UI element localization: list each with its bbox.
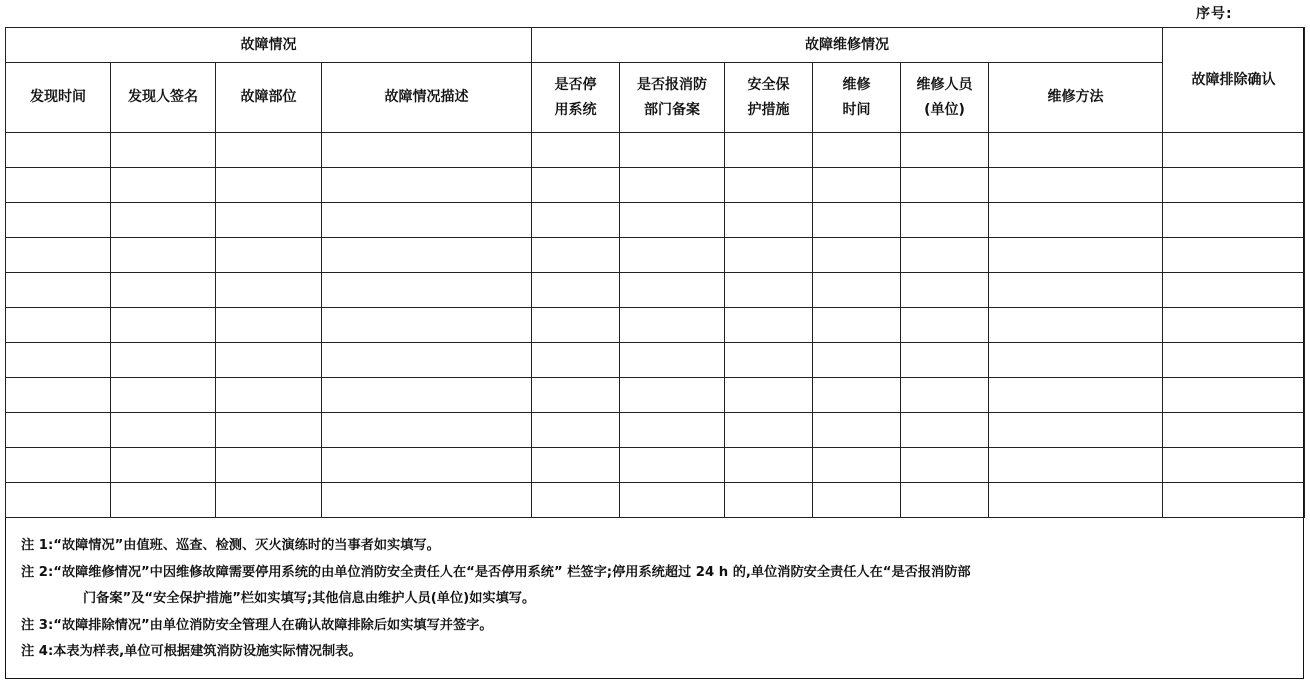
note-4: 注 4:本表为样表,单位可根据建筑消防设施实际情况制表。 [21, 644, 362, 659]
table-cell[interactable] [989, 343, 1163, 378]
table-cell[interactable] [322, 378, 532, 413]
table-cell[interactable] [216, 413, 322, 448]
table-cell[interactable] [620, 203, 725, 238]
table-cell[interactable] [216, 133, 322, 168]
table-cell[interactable] [813, 343, 901, 378]
table-cell[interactable] [620, 413, 725, 448]
table-cell[interactable] [813, 378, 901, 413]
col-header-fault-description: 故障情况描述 [322, 63, 532, 133]
table-cell[interactable] [989, 273, 1163, 308]
table-cell[interactable] [725, 238, 813, 273]
col-header-repair-personnel: 维修人员 (单位) [901, 63, 989, 133]
table-cell[interactable] [322, 483, 532, 518]
col-header-repair-method: 维修方法 [989, 63, 1163, 133]
table-cell[interactable] [1163, 308, 1305, 343]
table-cell[interactable] [725, 413, 813, 448]
table-cell[interactable] [620, 378, 725, 413]
table-cell[interactable] [322, 238, 532, 273]
table-row [6, 238, 1305, 273]
note-2-line-1: 注 2:“故障维修情况”中因维修故障需要停用系统的由单位消防安全责任人在“是否停用系统” 栏签字;停用系统超过 24 h 的,单位消防安全责任人在“是否报消防部 [21, 564, 971, 580]
table-cell[interactable] [216, 343, 322, 378]
table-cell[interactable] [901, 238, 989, 273]
table-row [6, 378, 1305, 413]
table-cell[interactable] [989, 448, 1163, 483]
table-cell[interactable] [813, 308, 901, 343]
table-cell[interactable] [532, 448, 620, 483]
table-cell[interactable] [620, 448, 725, 483]
table-cell[interactable] [1163, 273, 1305, 308]
table-cell[interactable] [989, 133, 1163, 168]
table-cell[interactable] [989, 413, 1163, 448]
table-cell[interactable] [111, 168, 216, 203]
table-cell[interactable] [901, 168, 989, 203]
table-cell[interactable] [6, 168, 111, 203]
table-cell[interactable] [725, 273, 813, 308]
table-cell[interactable] [532, 343, 620, 378]
table-cell[interactable] [989, 483, 1163, 518]
table-cell[interactable] [813, 483, 901, 518]
table-cell[interactable] [6, 203, 111, 238]
table-cell[interactable] [620, 483, 725, 518]
table-cell[interactable] [6, 133, 111, 168]
table-row [6, 273, 1305, 308]
table-cell[interactable] [322, 308, 532, 343]
table-cell[interactable] [322, 168, 532, 203]
table-cell[interactable] [532, 203, 620, 238]
table-cell[interactable] [322, 448, 532, 483]
table-cell[interactable] [813, 133, 901, 168]
notes-section [21, 533, 1299, 666]
fault-record-table [5, 27, 1305, 518]
table-cell[interactable] [813, 448, 901, 483]
table-row [6, 483, 1305, 518]
table-cell[interactable] [1163, 168, 1305, 203]
table-cell[interactable] [725, 483, 813, 518]
table-cell[interactable] [6, 238, 111, 273]
table-cell[interactable] [1163, 343, 1305, 378]
table-cell[interactable] [725, 378, 813, 413]
table-cell[interactable] [901, 133, 989, 168]
table-cell[interactable] [216, 238, 322, 273]
table-cell[interactable] [620, 308, 725, 343]
table-cell[interactable] [216, 448, 322, 483]
table-cell[interactable] [1163, 378, 1305, 413]
serial-number-label: 序号: [1196, 6, 1233, 22]
table-cell[interactable] [813, 413, 901, 448]
table-cell[interactable] [901, 448, 989, 483]
col-header-fault-location: 故障部位 [216, 63, 322, 133]
table-cell[interactable] [532, 483, 620, 518]
table-cell[interactable] [725, 168, 813, 203]
table-cell[interactable] [532, 238, 620, 273]
table-cell[interactable] [813, 168, 901, 203]
table-cell[interactable] [322, 273, 532, 308]
note-1: 注 1:“故障情况”由值班、巡查、检测、灭火演练时的当事者如实填写。 [21, 538, 440, 553]
note-3: 注 3:“故障排除情况”由单位消防安全管理人在确认故障排除后如实填写并签字。 [21, 617, 493, 633]
table-cell[interactable] [111, 378, 216, 413]
table-cell[interactable] [620, 343, 725, 378]
table-cell[interactable] [1163, 413, 1305, 448]
table-cell[interactable] [6, 308, 111, 343]
header-group-repair: 故障维修情况 [532, 28, 1163, 63]
table-cell[interactable] [620, 238, 725, 273]
table-cell[interactable] [725, 448, 813, 483]
table-cell[interactable] [6, 273, 111, 308]
table-cell[interactable] [216, 203, 322, 238]
col-header-system-stopped: 是否停 用系统 [532, 63, 620, 133]
note-2-line-2: 门备案”及“安全保护措施”栏如实填写;其他信息由维护人员(单位)如实填写。 [83, 591, 536, 606]
table-cell[interactable] [725, 133, 813, 168]
table-cell[interactable] [725, 308, 813, 343]
table-cell[interactable] [901, 308, 989, 343]
table-cell[interactable] [532, 413, 620, 448]
table-cell[interactable] [111, 238, 216, 273]
table-row [6, 168, 1305, 203]
table-cell[interactable] [111, 483, 216, 518]
table-cell[interactable] [216, 308, 322, 343]
table-cell[interactable] [989, 168, 1163, 203]
table-row [6, 413, 1305, 448]
table-cell[interactable] [532, 378, 620, 413]
table-cell[interactable] [322, 343, 532, 378]
table-cell[interactable] [111, 308, 216, 343]
table-cell[interactable] [532, 273, 620, 308]
table-cell[interactable] [1163, 133, 1305, 168]
table-cell[interactable] [6, 343, 111, 378]
table-row [6, 343, 1305, 378]
table-cell[interactable] [989, 308, 1163, 343]
col-header-safety-measures: 安全保 护措施 [725, 63, 813, 133]
table-cell[interactable] [532, 308, 620, 343]
table-row [6, 308, 1305, 343]
table-cell[interactable] [725, 343, 813, 378]
table-cell[interactable] [322, 413, 532, 448]
table-cell[interactable] [216, 483, 322, 518]
table-cell[interactable] [989, 203, 1163, 238]
table-cell[interactable] [322, 133, 532, 168]
table-cell[interactable] [813, 273, 901, 308]
col-header-discovery-time: 发现时间 [6, 63, 111, 133]
table-cell[interactable] [813, 238, 901, 273]
table-row [6, 203, 1305, 238]
table-cell[interactable] [1163, 203, 1305, 238]
table-cell[interactable] [216, 378, 322, 413]
table-cell[interactable] [111, 343, 216, 378]
col-header-discoverer-signature: 发现人签名 [111, 63, 216, 133]
table-cell[interactable] [532, 133, 620, 168]
table-cell[interactable] [901, 413, 989, 448]
table-cell[interactable] [725, 203, 813, 238]
table-cell[interactable] [989, 378, 1163, 413]
table-cell[interactable] [111, 133, 216, 168]
table-cell[interactable] [620, 133, 725, 168]
header-confirm: 故障排除确认 [1163, 28, 1305, 133]
col-header-repair-time: 维修 时间 [813, 63, 901, 133]
table-cell[interactable] [6, 413, 111, 448]
table-cell[interactable] [532, 168, 620, 203]
table-cell[interactable] [901, 343, 989, 378]
table-cell[interactable] [6, 378, 111, 413]
table-cell[interactable] [6, 448, 111, 483]
table-cell[interactable] [111, 413, 216, 448]
table-cell[interactable] [1163, 448, 1305, 483]
table-cell[interactable] [1163, 238, 1305, 273]
table-cell[interactable] [901, 273, 989, 308]
col-header-reported-to-fire-dept: 是否报消防 部门备案 [620, 63, 725, 133]
table-cell[interactable] [111, 203, 216, 238]
table-cell[interactable] [6, 483, 111, 518]
table-cell[interactable] [901, 483, 989, 518]
table-cell[interactable] [216, 168, 322, 203]
table-row [6, 448, 1305, 483]
table-cell[interactable] [111, 273, 216, 308]
header-group-fault: 故障情况 [6, 28, 532, 63]
table-cell[interactable] [901, 203, 989, 238]
table-cell[interactable] [989, 238, 1163, 273]
table-cell[interactable] [1163, 483, 1305, 518]
table-cell[interactable] [620, 168, 725, 203]
table-row [6, 133, 1305, 168]
table-cell[interactable] [620, 273, 725, 308]
table-cell[interactable] [216, 273, 322, 308]
table-cell[interactable] [322, 203, 532, 238]
table-cell[interactable] [813, 203, 901, 238]
table-cell[interactable] [901, 378, 989, 413]
table-cell[interactable] [111, 448, 216, 483]
